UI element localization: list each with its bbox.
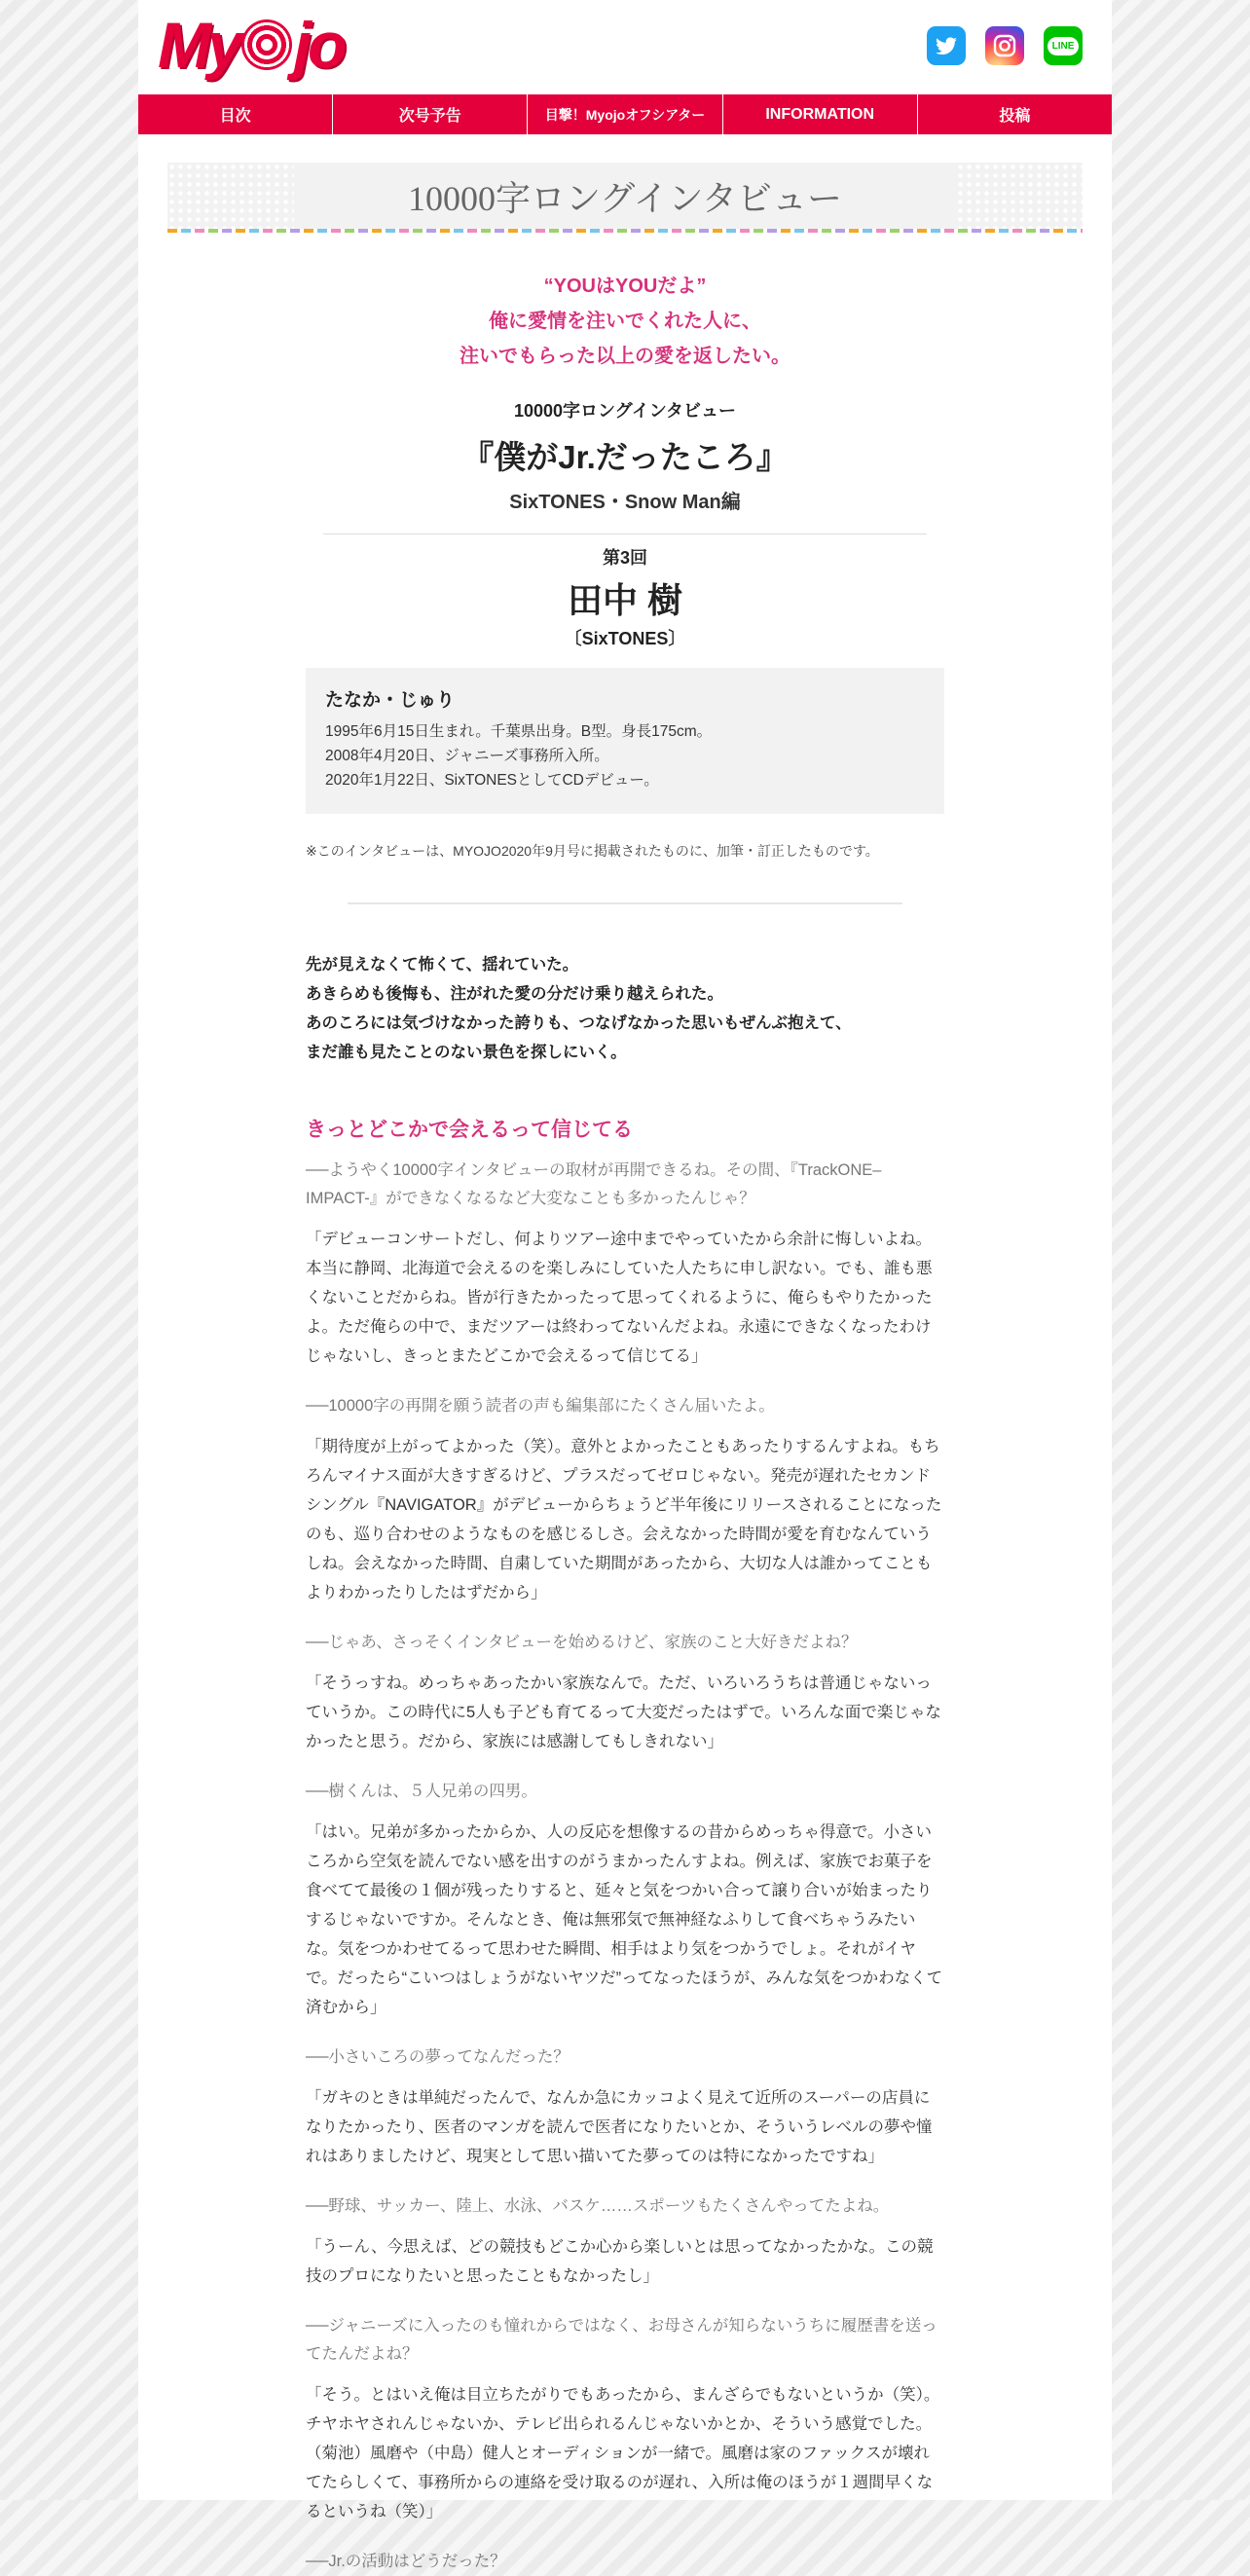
- profile-line: 2020年1月22日、SixTONESとしてCDデビュー。: [325, 772, 659, 789]
- interviewee-answer: 「そうっすね。めっちゃあったかい家族なんで。ただ、いろいろうちは普通じゃないっていうか。この時代に5人も子ども育てるって大変だったはずで。いろんな面で楽じゃなかったと思う。だから、家族には感謝してもしきれない」: [306, 1674, 941, 1750]
- lead-line: “YOUはYOUだよ”: [543, 276, 707, 297]
- lead-quote: [306, 269, 944, 374]
- interviewee-header: [306, 544, 944, 650]
- divider: [348, 902, 902, 904]
- interviewee-answer: 「期待度が上がってよかった（笑）。意外とよかったこともあったりするんすよね。もちろんマイナス面が大きすぎるけど、プラスだってゼロじゃない。発売が遅れたセカンドシングル『NAVIGATOR』がデビューからちょうど半年後にリリースされることになったのも、巡り合わせのようなものを感じるしさ。会えなかった時間が愛を育むなんていうしね。会えなかった時間、自粛していた期間があったから、大切な人は誰かってこともよりわかったりしたはずだから」: [306, 1438, 942, 1601]
- interviewee-group: 〔SixTONES〕: [564, 629, 686, 648]
- social-links: [927, 26, 1083, 65]
- lead-line: 注いでもらった以上の愛を返したい。: [460, 346, 790, 367]
- nav-item-submit[interactable]: 投稿: [999, 108, 1031, 125]
- banner-dots-decoration: [956, 163, 1083, 229]
- interviewee-answer: 「うーん、今思えば、どの競技もどこか心から楽しいとは思ってなかったかな。この競技のプロになりたいと思ったこともなかったし」: [306, 2238, 934, 2285]
- interviewer-question: ──小さいころの夢ってなんだった？: [306, 2048, 570, 2066]
- series-kicker: 10000字ロングインタビュー: [513, 401, 737, 421]
- banner-dots-decoration: [167, 163, 294, 229]
- interviewer-question: ──10000字の再開を願う読者の声も編集部にたくさん届いたよ。: [306, 1397, 775, 1415]
- dashed-color-divider: [167, 229, 1083, 233]
- section-heading: きっとどこかで会えるって信じてる: [306, 1119, 633, 1141]
- nav-item-offtheater[interactable]: 目撃！Myojoオフシアター: [528, 94, 722, 134]
- interviewer-question: ──野球、サッカー、陸上、水泳、バスケ……スポーツもたくさんやってたよね。: [306, 2197, 890, 2215]
- nav-item-next-issue[interactable]: 次号予告: [333, 94, 528, 134]
- logo-ring-icon: [241, 19, 292, 70]
- main-nav: [138, 94, 1112, 134]
- interviewee-answer: 「はい。兄弟が多かったからか、人の反応を想像するの昔からめっちゃ得意で。小さいころから空気を読んでない感を出すのがうまかったんすよね。例えば、家族でお菓子を食べてて最後の１個が残ったりすると、延々と気をつかい合って譲り合いが始まったりするじゃないですか。そんなとき、俺は無邪気で無神経なふりして食べちゃうみたいな。気をつかわせてるって思わせた瞬間、相手はより気をつかうでしょ。それがイヤで。だったら“こいつはしょうがないヤツだ”ってなったほうが、みんな気をつかわなくて済むから」: [306, 1823, 943, 2016]
- intro-line: あのころには気づけなかった誇りも、つなげなかった思いもぜんぶ抱えて、: [306, 1014, 852, 1032]
- interviewer-question: ──ようやく10000字インタビューの取材が再開できるね。その間、『TrackONE–IMPACT-』ができなくなるなど大変なことも多かったんじゃ？: [306, 1161, 882, 1207]
- republication-note: ※このインタビューは、MYOJO2020年9月号に掲載されたものに、加筆・訂正したものです。: [306, 843, 879, 859]
- site-header: [138, 0, 1112, 94]
- interviewer-question: ──じゃあ、さっそくインタビューを始めるけど、家族のこと大好きだよね？: [306, 1634, 858, 1651]
- article-body: [306, 269, 944, 2576]
- interviewer-question: ──ジャニーズに入ったのも憧れからではなく、お母さんが知らないうちに履歴書を送ってたんだよね？: [306, 2317, 938, 2363]
- intro-line: 先が見えなくて怖くて、揺れていた。: [306, 956, 579, 974]
- interviewee-answer: 「ガキのときは単純だったんで、なんか急にカッコよく見えて近所のスーパーの店員になりたかったり、医者のマンガを読んで医者になりたいとか、そういうレベルの夢や憧れはありましたけど、現実として思い描いてた夢ってのは特になかったですね」: [306, 2089, 933, 2165]
- page-title: 10000字ロングインタビュー: [407, 178, 843, 218]
- interviewee-name: 田中 樹: [567, 580, 682, 620]
- twitter-icon[interactable]: [927, 26, 966, 65]
- interviewee-answer: 「デビューコンサートだし、何よりツアー途中までやっていたから余計に悔しいよね。本当に静岡、北海道で会えるのを楽しみにしていた人たちに申し訳ない。でも、誰も悪くないことだからね。皆が行きたかったって思ってくれるように、俺らもやりたかったよ。ただ俺らの中で、まだツアーは終わってないんだよね。永遠にできなくなったわけじゃないし、きっとまたどこかで会えるって信じてる」: [306, 1231, 933, 1365]
- episode-number: 第3回: [602, 548, 647, 568]
- myojo-logo[interactable]: My jo: [158, 9, 344, 81]
- intro-line: まだ誰も見たことのない景色を探しにいく。: [306, 1044, 627, 1061]
- series-header: [306, 397, 944, 514]
- profile-line: 2008年4月20日、ジャニーズ事務所入所。: [325, 748, 609, 764]
- nav-item-contents[interactable]: 目次: [138, 94, 333, 134]
- intro-text: [306, 950, 944, 1067]
- lead-line: 俺に愛情を注いでくれた人に、: [489, 311, 761, 332]
- nav-item-information[interactable]: INFORMATION: [723, 94, 918, 134]
- instagram-icon[interactable]: [985, 26, 1024, 65]
- profile-name: たなか・じゅり: [325, 690, 456, 711]
- line-icon-label: LINE: [1048, 37, 1080, 55]
- intro-line: あきらめも後悔も、注がれた愛の分だけ乗り越えられた。: [306, 985, 723, 1003]
- profile-box: [306, 668, 944, 814]
- series-title: 『僕がJr.だったころ』: [461, 439, 789, 475]
- qa-list: [306, 1157, 944, 2576]
- line-icon[interactable]: [1044, 26, 1083, 65]
- profile-line: 1995年6月15日生まれ。千葉県出身。B型。身長175cm。: [325, 723, 713, 740]
- title-banner: [167, 163, 1083, 229]
- series-subtitle: SixTONES・Snow Man編: [509, 492, 741, 513]
- interviewee-answer: 「そう。とはいえ俺は目立ちたがりでもあったから、まんざらでもないというか（笑）。チヤホヤされんじゃないか、テレビ出られるんじゃないかとか、そういう感覚でした。（菊池）風磨や（中島）健人とオーディションが一緒で。風磨は家のファックスが壊れてたらしくて、事務所からの連絡を受け取るのが遅れ、入所は俺のほうが１週間早くなるというね（笑）」: [306, 2386, 940, 2521]
- interviewer-question: ──Jr.の活動はどうだった？: [306, 2553, 506, 2570]
- interviewer-question: ──樹くんは、５人兄弟の四男。: [306, 1783, 537, 1800]
- page-container: [138, 0, 1112, 2570]
